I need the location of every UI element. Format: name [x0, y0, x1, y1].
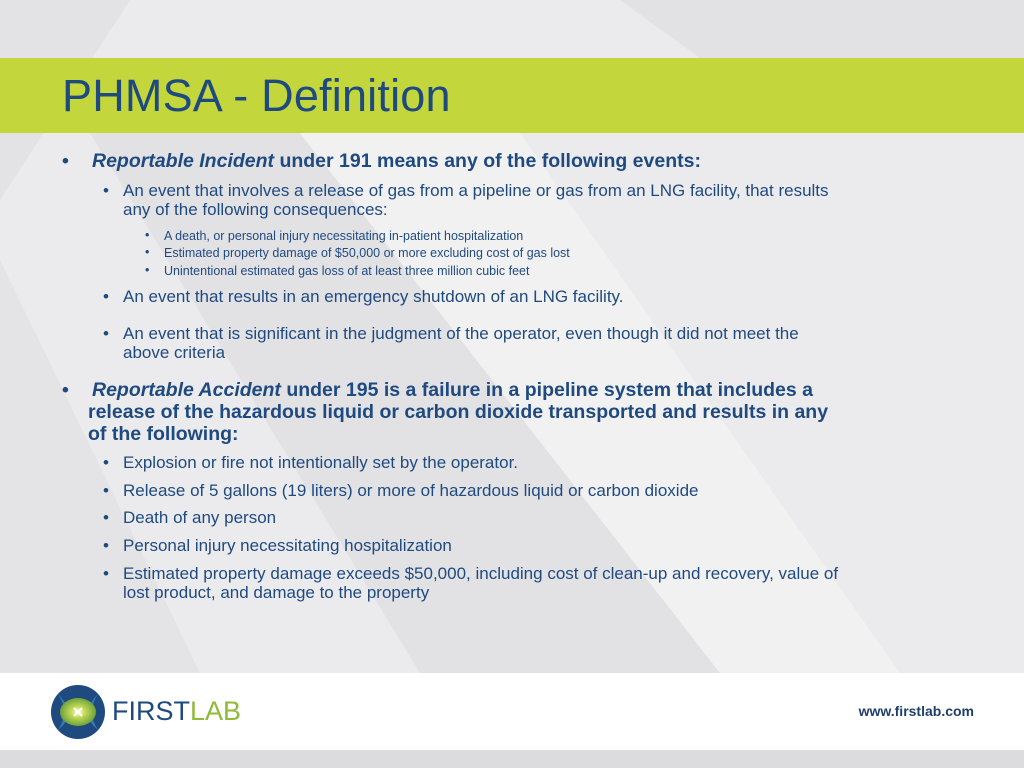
- bullet-reportable-accident-line-3: of the following:: [88, 423, 239, 445]
- bullet-text: under 191 means any of the following events:: [279, 150, 701, 172]
- sub-bullet-release-5-gallons: Release of 5 gallons (19 liters) or more of hazardous liquid or carbon dioxide: [123, 481, 699, 500]
- sub-bullet-gas-release-line-2: any of the following consequences:: [123, 200, 388, 219]
- bullet-reportable-accident-line-2: release of the hazardous liquid or carbon dioxide transported and results in any: [88, 401, 829, 423]
- sub-bullet-explosion: Explosion or fire not intentionally set by the operator.: [123, 453, 519, 472]
- term-reportable-incident: Reportable Incident: [92, 150, 275, 172]
- term-reportable-accident: Reportable Accident: [92, 379, 281, 401]
- sub-bullet-gas-release-line-1: An event that involves a release of gas from a pipeline or gas from an LNG facility, that results: [123, 181, 829, 200]
- logo-text-lab: LAB: [190, 696, 242, 726]
- firstlab-logo-icon: [50, 684, 106, 740]
- logo-text-first: FIRST: [112, 696, 190, 726]
- bullet-glyph: •: [62, 150, 69, 172]
- bullet-glyph: •: [103, 536, 109, 555]
- sub-bullet-significant-event-line-1: An event that is significant in the judgment of the operator, even though it did not meet the: [123, 324, 799, 343]
- bottom-strip: [0, 750, 1024, 768]
- bullet-reportable-incident: [92, 150, 701, 173]
- bullet-glyph: •: [103, 564, 109, 583]
- sub-bullet-death: Death of any person: [123, 508, 277, 527]
- bullet-text: under 195 is a failure in a pipeline system that includes a: [286, 379, 814, 401]
- bullet-glyph: •: [103, 287, 109, 306]
- bullet-glyph: •: [103, 324, 109, 343]
- sub-sub-bullet-gas-loss: Unintentional estimated gas loss of at least three million cubic feet: [164, 264, 530, 278]
- sub-bullet-injury: Personal injury necessitating hospitalization: [123, 536, 452, 555]
- sub-bullet-property-damage-line-1: Estimated property damage exceeds $50,000, including cost of clean-up and recovery, value of: [123, 564, 839, 583]
- sub-sub-bullet-property-damage: Estimated property damage of $50,000 or more excluding cost of gas lost: [164, 246, 570, 260]
- bullet-glyph: •: [145, 228, 150, 242]
- sub-bullet-significant-event-line-2: above criteria: [123, 343, 226, 362]
- firstlab-logo-text: [112, 696, 241, 727]
- bullet-glyph: •: [103, 453, 109, 472]
- bullet-reportable-accident-line-1: [92, 379, 813, 402]
- slide-title: PHMSA - Definition: [62, 70, 451, 121]
- bullet-glyph: •: [103, 481, 109, 500]
- bullet-glyph: •: [103, 508, 109, 527]
- bullet-glyph: •: [145, 263, 150, 277]
- bullet-glyph: •: [103, 181, 109, 200]
- sub-sub-bullet-death: A death, or personal injury necessitating in-patient hospitalization: [164, 229, 524, 243]
- sub-bullet-property-damage-line-2: lost product, and damage to the property: [123, 583, 430, 602]
- sub-bullet-lng-shutdown: An event that results in an emergency shutdown of an LNG facility.: [123, 287, 624, 306]
- website-url[interactable]: www.firstlab.com: [858, 703, 974, 719]
- bullet-glyph: •: [62, 379, 69, 401]
- bullet-glyph: •: [145, 245, 150, 259]
